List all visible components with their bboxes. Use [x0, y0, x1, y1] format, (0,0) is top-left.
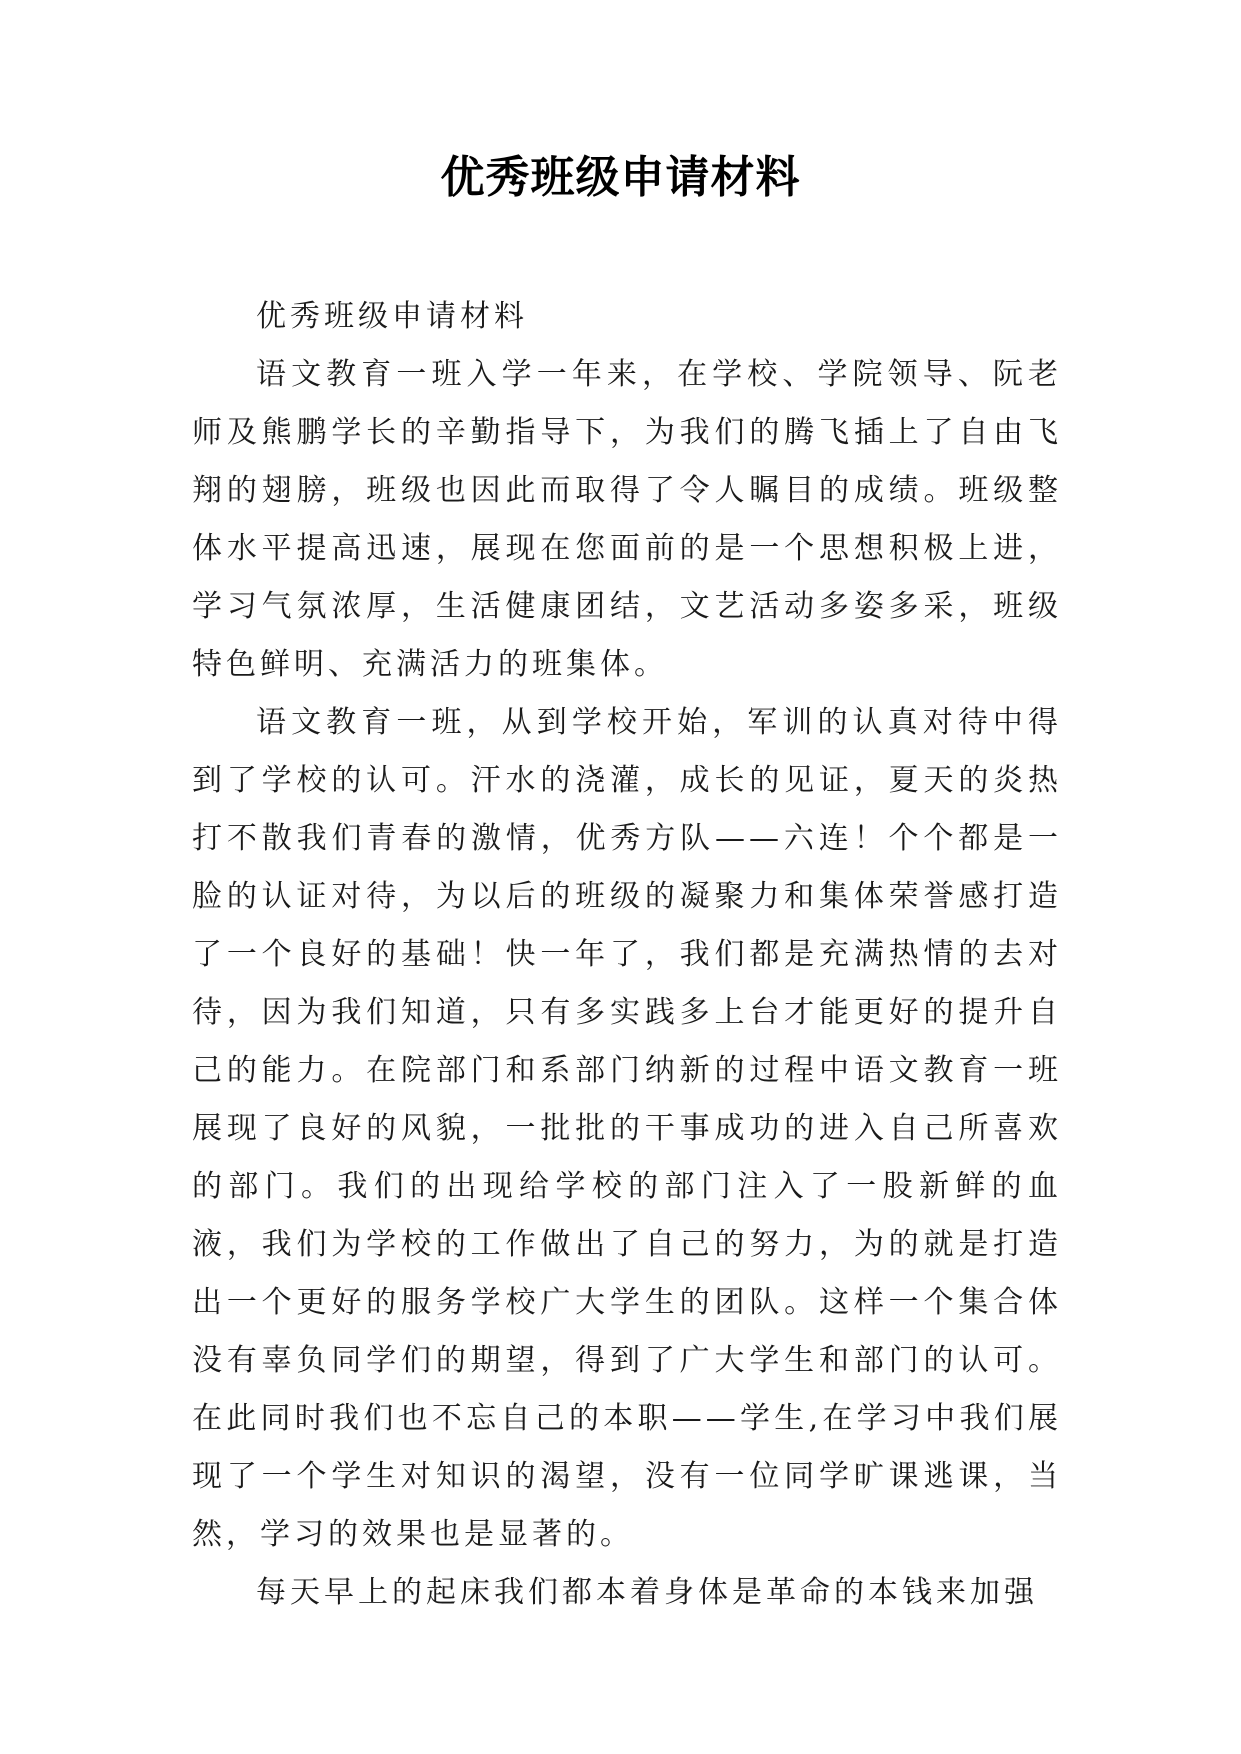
paragraph-intro: 语文教育一班入学一年来，在学校、学院领导、阮老师及熊鹏学长的辛勤指导下，为我们的腾飞插上了自由飞翔的翅膀，班级也因此而取得了令人瞩目的成绩。班级整体水平提高迅速，展现在您面前的是一个思想积极上进，学习气氛浓厚，生活健康团结，文艺活动多姿多采，班级特色鲜明、充满活力的班集体。	[192, 357, 1062, 682]
document-body	[192, 288, 1062, 1622]
paragraph-continued: 每天早上的起床我们都本着身体是革命的本钱来加强	[256, 1575, 1038, 1610]
paragraph-subtitle: 优秀班级申请材料	[256, 299, 528, 334]
paragraph-main: 语文教育一班，从到学校开始，军训的认真对待中得到了学校的认可。汗水的浇灌，成长的见证，夏天的炎热打不散我们青春的激情，优秀方队——六连！个个都是一脸的认证对待，为以后的班级的凝聚力和集体荣誉感打造了一个良好的基础！快一年了，我们都是充满热情的去对待，因为我们知道，只有多实践多上台才能更好的提升自己的能力。在院部门和系部门纳新的过程中语文教育一班展现了良好的风貌，一批批的干事成功的进入自己所喜欢的部门。我们的出现给学校的部门注入了一股新鲜的血液，我们为学校的工作做出了自己的努力，为的就是打造出一个更好的服务学校广大学生的团队。这样一个集合体没有辜负同学们的期望，得到了广大学生和部门的认可。在此同时我们也不忘自己的本职——学生,在学习中我们展现了一个学生对知识的渴望，没有一位同学旷课逃课，当然，学习的效果也是显著的。	[192, 705, 1062, 1552]
document-title: 优秀班级申请材料	[440, 152, 801, 203]
